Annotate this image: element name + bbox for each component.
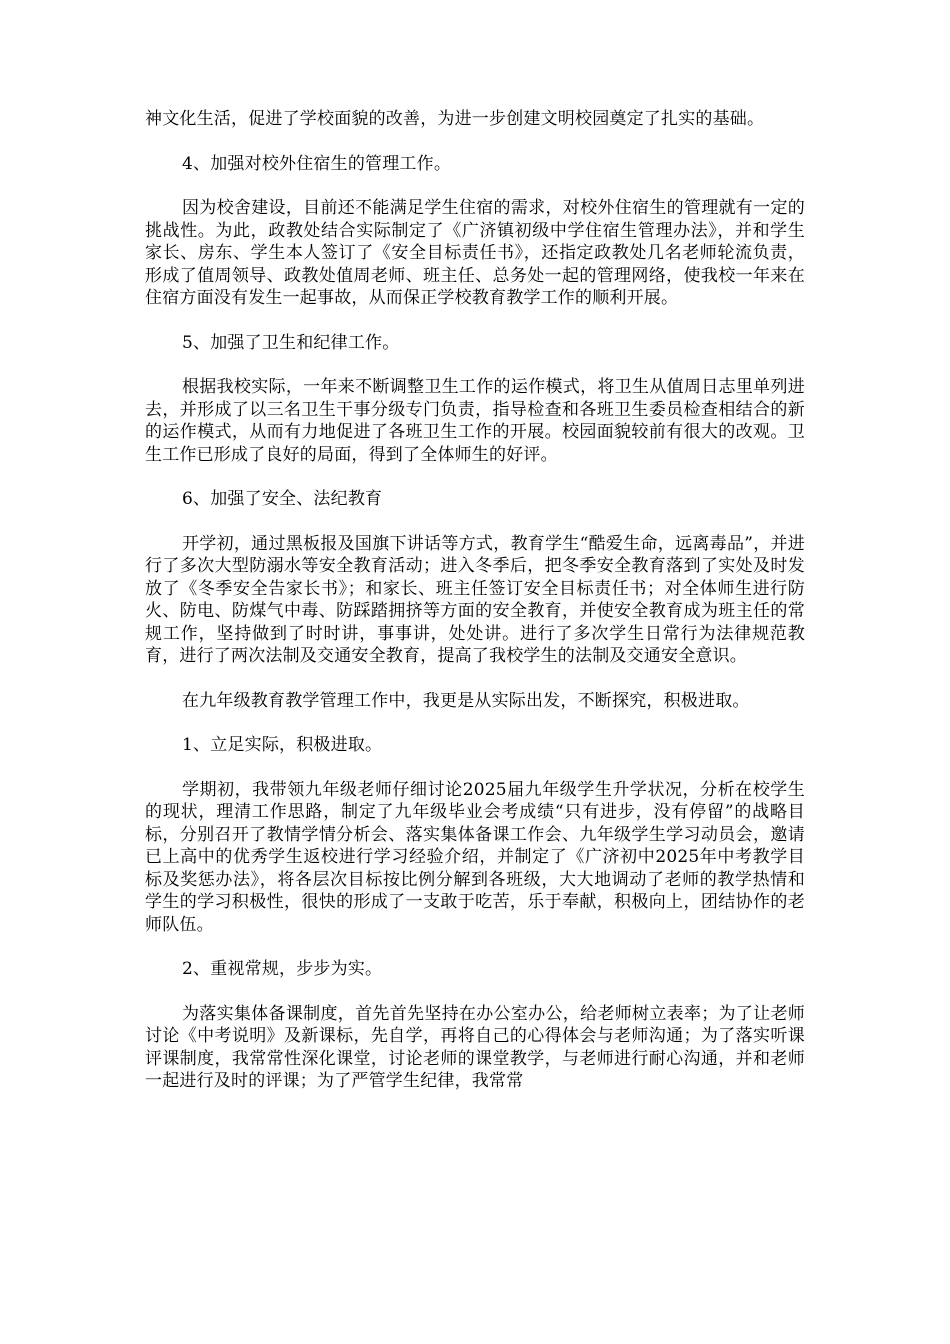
paragraph-3: 根据我校实际，一年来不断调整卫生工作的运作模式，将卫生从值周日志里单列进去，并形成了以三名卫生干事分级专门负责，指导检查和各班卫生委员检查相结合的新的运作模式，从而有力地促进了各班卫生工作的开展。校园面貌较前有很大的改观。卫生工作已形成了良好的局面，得到了全体师生的好评。 (145, 377, 805, 465)
paragraph-4: 开学初，通过黑板报及国旗下讲话等方式，教育学生“酷爱生命，远离毒品”，并进行了多次大型防溺水等安全教育活动；进入冬季后，把冬季安全教育落到了实处及时发放了《冬季安全告家长书》；和家长、班主任签订安全目标责任书；对全体师生进行防火、防电、防煤气中毒、防踩踏拥挤等方面的安全教育，并使安全教育成为班主任的常规工作，坚持做到了时时讲，事事讲，处处讲。进行了多次学生日常行为法律规范教育，进行了两次法制及交通安全教育，提高了我校学生的法制及交通安全意识。 (145, 533, 805, 666)
section-heading-2: 2、重视常规，步步为实。 (182, 959, 383, 979)
paragraph-1: 神文化生活，促进了学校面貌的改善，为进一步创建文明校园奠定了扎实的基础。 (145, 109, 765, 129)
section-heading-1: 1、立足实际，积极进取。 (182, 735, 383, 755)
paragraph-6: 学期初，我带领九年级老师仔细讨论2025届九年级学生升学状况，分析在校学生的现状，理清工作思路，制定了九年级毕业会考成绩“只有进步，没有停留”的战略目标，分别召开了教情学情分析会、落实集体备课工作会、九年级学生学习动员会，邀请已上高中的优秀学生返校进行学习经验介绍，并制定了《广济初中2025年中考教学目标及奖惩办法》，将各层次目标按比例分解到各班级，大大地调动了老师的教学热情和学生的学习积极性，很快的形成了一支敢于吃苦，乐于奉献，积极向上，团结协作的老师队伍。 (145, 779, 805, 935)
paragraph-5: 在九年级教育教学管理工作中，我更是从实际出发，不断探究，积极进取。 (182, 690, 750, 711)
paragraph-2: 因为校舍建设，目前还不能满足学生住宿的需求，对校外住宿生的管理就有一定的挑战性。为此，政教处结合实际制定了《广济镇初级中学住宿生管理办法》，并和学生家长、房东、学生本人签订了《安全目标责任书》，还指定政教处几名老师轮流负责，形成了值周领导、政教处值周老师、班主任、总务处一起的管理网络，使我校一年来在住宿方面没有发生一起事故，从而保正学校教育教学工作的顺利开展。 (145, 198, 805, 308)
section-heading-4: 4、加强对校外住宿生的管理工作。 (182, 153, 452, 174)
paragraph-7: 为落实集体备课制度，首先首先坚持在办公室办公，给老师树立表率；为了让老师讨论《中考说明》及新课标，先自学，再将自己的心得体会与老师沟通；为了落实听课评课制度，我常常性深化课堂，讨论老师的课堂教学，与老师进行耐心沟通，并和老师一起进行及时的评课；为了严管学生纪律，我常常 (145, 1003, 805, 1091)
section-heading-5: 5、加强了卫生和纪律工作。 (182, 332, 400, 353)
document-body (145, 108, 805, 1093)
section-heading-6: 6、加强了安全、法纪教育 (182, 489, 383, 509)
